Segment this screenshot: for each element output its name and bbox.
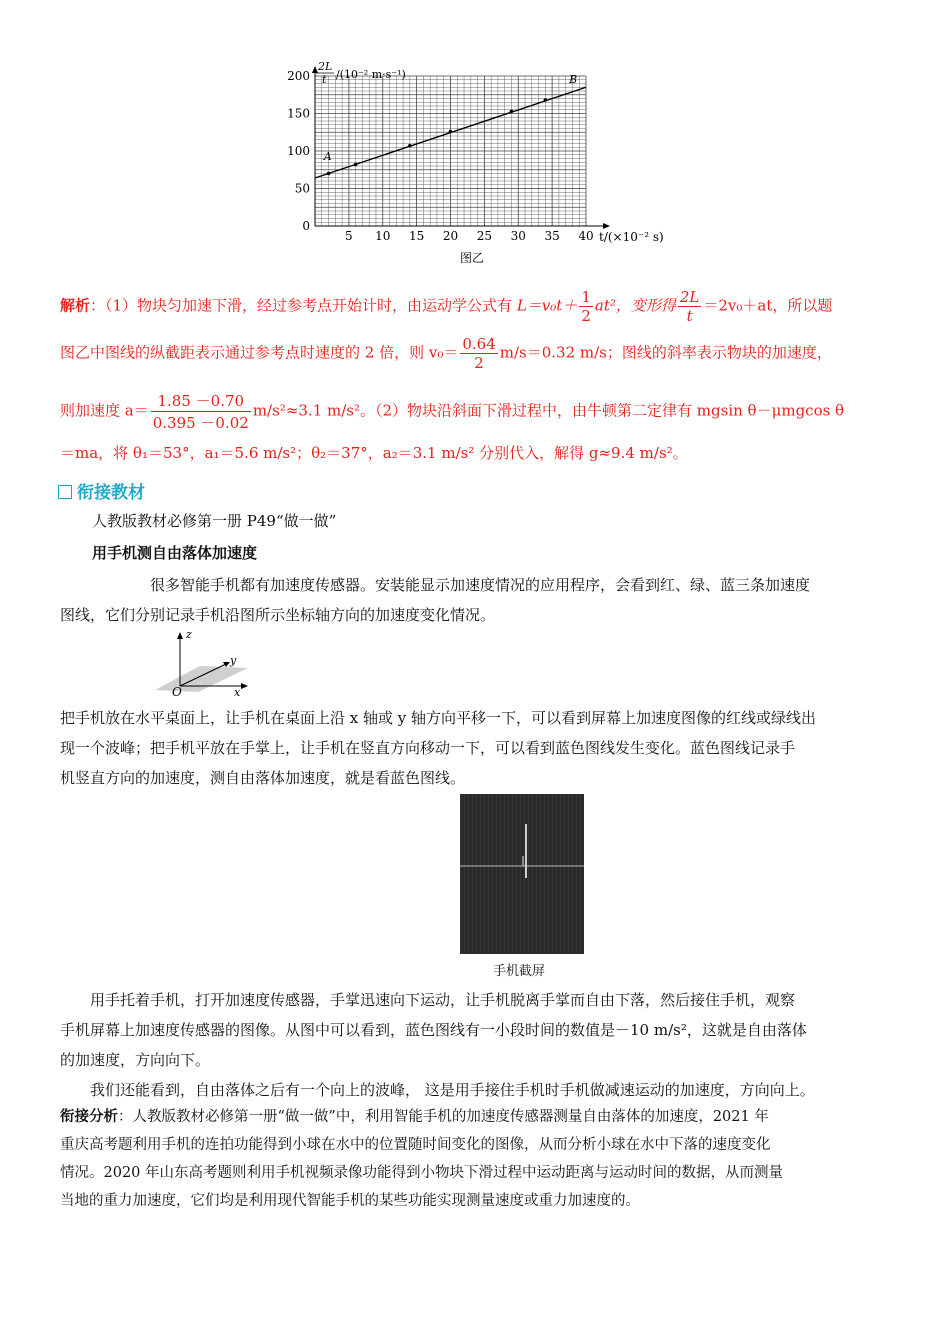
y-tick-label: 200 — [287, 69, 310, 83]
source-line: 人教版教材必修第一册 P49“做一做” — [92, 512, 337, 530]
paragraph-2: 把手机放在水平桌面上，让手机在桌面上沿 x 轴或 y 轴方向平移一下，可以看到屏幕上加速度图像的红线或绿线出 现一个波峰；把手机平放在手掌上，让手机在竖直方向移动一下，可以看到蓝色图线发生变化。蓝色图线记录手 机竖直方向的加速度，测自由落体加速度，就是看蓝色图线。 — [60, 709, 817, 787]
x-tick-label: 40 — [578, 229, 594, 243]
ylabel-den: t — [322, 73, 327, 86]
data-point — [354, 163, 358, 167]
x-tick-label: 30 — [510, 229, 526, 243]
analysis-line-2: 图乙中图线的纵截距表示通过参考点时速度的 2 倍，则 v₀＝ $\frac{0.64}{2}$ m/s＝0.32 m/s；图线的斜率表示物块的加速度， — [60, 335, 832, 372]
data-point — [327, 172, 331, 176]
link-label: 衔接分析 — [60, 1109, 118, 1125]
axes-diagram — [150, 630, 260, 698]
screenshot-caption: 手机截屏 — [493, 964, 546, 979]
chart-figure — [270, 58, 680, 270]
paragraph-1: 很多智能手机都有加速度传感器。安装能显示加速度情况的应用程序，会看到红、绿、蓝三条加速度 图线，它们分别记录手机沿图所示坐标轴方向的加速度变化情况。 — [60, 576, 811, 624]
data-point — [449, 130, 453, 134]
paragraph-3: 用手托着手机，打开加速度传感器，手掌迅速向下运动，让手机脱离手掌而自由下落，然后接住手机，观察 手机屏幕上加速度传感器的图像。从图中可以看到，蓝色图线有一小段时间的数值是－10 m/s²，这就是自由落体 的加速度，方向向下。 — [60, 991, 807, 1069]
link-analysis: 衔接分析：人教版教材必修第一册“做一做”中，利用智能手机的加速度传感器测量自由落体的加速度，2021 年 重庆高考题利用手机的连拍功能得到小球在水中的位置随时间变化的图像，从而分析小球在水中下落的速度变化 情况。2020 年山东高考题则利用手机视频录像功能得到小物块下滑过程中运动距离与运动时间的数据，从而测量 当地的重力加速度，它们均是利用现代智能手机的某些功能实现测量速度或重力加速度的。 — [60, 1109, 784, 1209]
x-tick-label: 35 — [544, 229, 560, 243]
section-title: 衔接教材 — [58, 478, 145, 503]
axis-z-label: z — [186, 630, 192, 641]
analysis-line-1: 解析：（1）物块匀加速下滑，经过参考点开始计时，由运动学公式有 L＝v₀t＋ $\frac{1}{2}$ at²，变形得 $\frac{2L}{t}$ ＝2v₀＋at，所以题 — [60, 288, 833, 325]
ylabel-num: 2L — [318, 60, 333, 73]
x-axis-arrow — [603, 223, 610, 229]
subtitle: 用手机测自由落体加速度 — [92, 544, 258, 562]
data-point — [544, 98, 548, 102]
xlabel: t/(×10⁻² s) — [599, 230, 664, 244]
x-tick-label: 15 — [408, 229, 425, 243]
paragraph-4: 我们还能看到，自由落体之后有一个向上的波峰， 这是用手接住手机时手机做减速运动的加速度，方向向上。 — [90, 1081, 815, 1099]
axis-x-label: x — [234, 686, 241, 698]
x-tick-label: 5 — [345, 229, 353, 243]
fraction-half: $\frac{1}{2}$ — [581, 288, 591, 325]
chart-axes — [312, 66, 610, 229]
x-tick-label: 25 — [476, 229, 493, 243]
analysis-line-4: ＝ma，将 θ₁＝53°，a₁＝5.6 m/s²；θ₂＝37°，a₂＝3.1 m/s² 分别代入，解得 g≈9.4 m/s²。 — [60, 444, 688, 462]
fraction-acc: $\frac{1.85 -0.70}{0.395 -0.02}$ — [152, 392, 249, 432]
data-point — [408, 144, 412, 148]
origin-label: O — [172, 685, 182, 698]
checkbox-icon — [58, 485, 72, 499]
x-tick-label: 10 — [375, 229, 391, 243]
point-label-a: A — [323, 150, 332, 163]
fraction-v0: $\frac{0.64}{2}$ — [462, 335, 496, 372]
y-tick-label: 100 — [287, 144, 310, 158]
ylabel-unit: /(10⁻² m·s⁻¹) — [336, 68, 406, 81]
x-tick-label: 20 — [442, 229, 459, 243]
y-tick-label: 150 — [287, 106, 310, 121]
phone-screenshot — [460, 794, 584, 954]
y-tick-label: 0 — [302, 219, 310, 233]
analysis-line-3: 则加速度 a＝ $\frac{1.85 -0.70}{0.395 -0.02}$ m/s²≈3.1 m/s²。（2）物块沿斜面下滑过程中，由牛顿第二定律有 mgsin θ－μmgcos θ — [60, 392, 845, 432]
point-label-b: B — [569, 72, 578, 86]
fraction-2l-t: $\frac{2L}{t}$ — [679, 288, 700, 325]
analysis-label: 解析 — [60, 296, 91, 315]
chart-caption: 图乙 — [460, 251, 485, 265]
axis-y-label: y — [230, 654, 237, 667]
y-tick-label: 50 — [294, 181, 310, 196]
data-point — [510, 109, 514, 113]
